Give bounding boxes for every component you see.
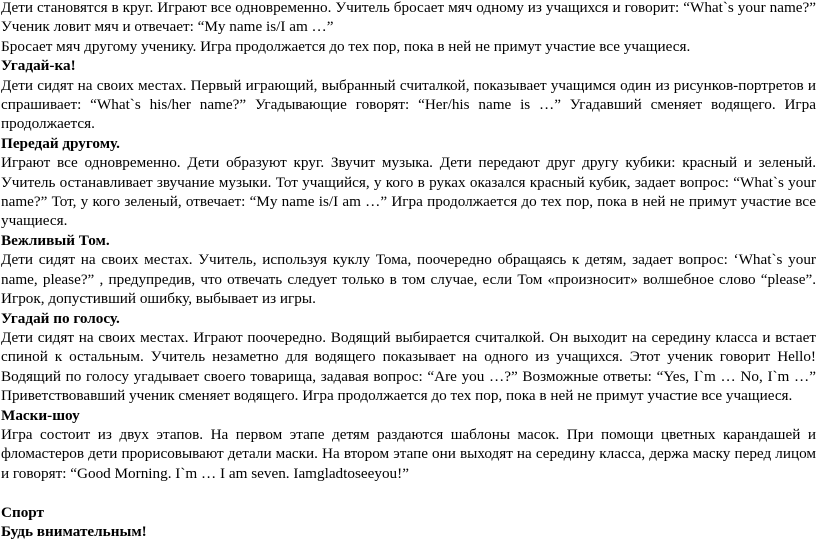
section-title-guess: Угадай-ка! xyxy=(1,57,76,75)
section-title-guess-by-voice: Угадай по голосу. xyxy=(1,309,120,327)
section-text-guess-by-voice: Дети сидят на своих местах. Играют поочередно. Водящий выбирается считалкой. Он выходит на середину класса и встает спиной к остальным. Учитель незаметно для водящего показывает на одного из учащихся. Этот ученик говорит Hello! Водящий по голосу угадывает своего товарища, задавая вопрос: “Are you …?” Возможные ответы: “Yes, I`m … No, I`m …” Приветствовавший ученик сменяет водящего. Игра продолжается до тех пор, пока в ней не примут участие все учащиеся. xyxy=(1,328,816,405)
section-title-pass-on: Передай другому. xyxy=(1,134,120,152)
section-text-polite-tom: Дети сидят на своих местах. Учитель, используя куклу Тома, поочередно обращаясь к детям, задает вопрос: ‘What`s your name, please?” , предупредив, что отвечать следует только в том случае, если Том «произносит» волшебное слово “please”. Игрок, допустивший ошибку, выбывает из игры. xyxy=(1,251,816,308)
section-title-sport: Спорт xyxy=(1,503,45,521)
section-text-guess: Дети сидят на своих местах. Первый играющий, выбранный считалкой, показывает учащимся один из рисунков-портретов и спрашивает: “What`s his/her name?” Угадывающие говорят: “Her/his name is …” Угадавший сменяет водящего. Игра продолжается. xyxy=(1,76,816,133)
section-text-mask-show: Игра состоит из двух этапов. На первом этапе детям раздаются шаблоны масок. При помощи цветных карандашей и фломастеров дети прорисовывают детали маски. На втором этапе они выходят на середину класса, держа маску перед лицом и говорят: “Good Morning. I`m … I am seven. Iamgladtoseeyou!” xyxy=(1,425,816,482)
section-title-polite-tom: Вежливый Том. xyxy=(1,231,110,249)
section-text-pass-on: Играют все одновременно. Дети образуют круг. Звучит музыка. Дети передают друг другу кубики: красный и зеленый. Учитель останавливает звучание музыки. Тот учащийся, у кого в руках оказался красный кубик, задает вопрос: “What`s your name?” Тот, у кого зеленый, отвечает: “My name is/I am …” Игра продолжается до тех пор, пока в ней не примут участие все учащиеся. xyxy=(1,154,816,230)
intro-paragraph-2: Бросает мяч другому ученику. Игра продолжается до тех пор, пока в ней не примут участие все учащиеся. xyxy=(1,37,691,55)
section-title-mask-show: Маски-шоу xyxy=(1,406,80,424)
blank-line xyxy=(1,483,816,502)
intro-paragraph-1: Дети становятся в круг. Играют все одновременно. Учитель бросает мяч одному из учащихся и говорит: “What`s your name?” Ученик ловит мяч и отвечает: “My name is/I am …” xyxy=(1,0,816,36)
section-title-be-attentive: Будь внимательным! xyxy=(1,522,147,540)
